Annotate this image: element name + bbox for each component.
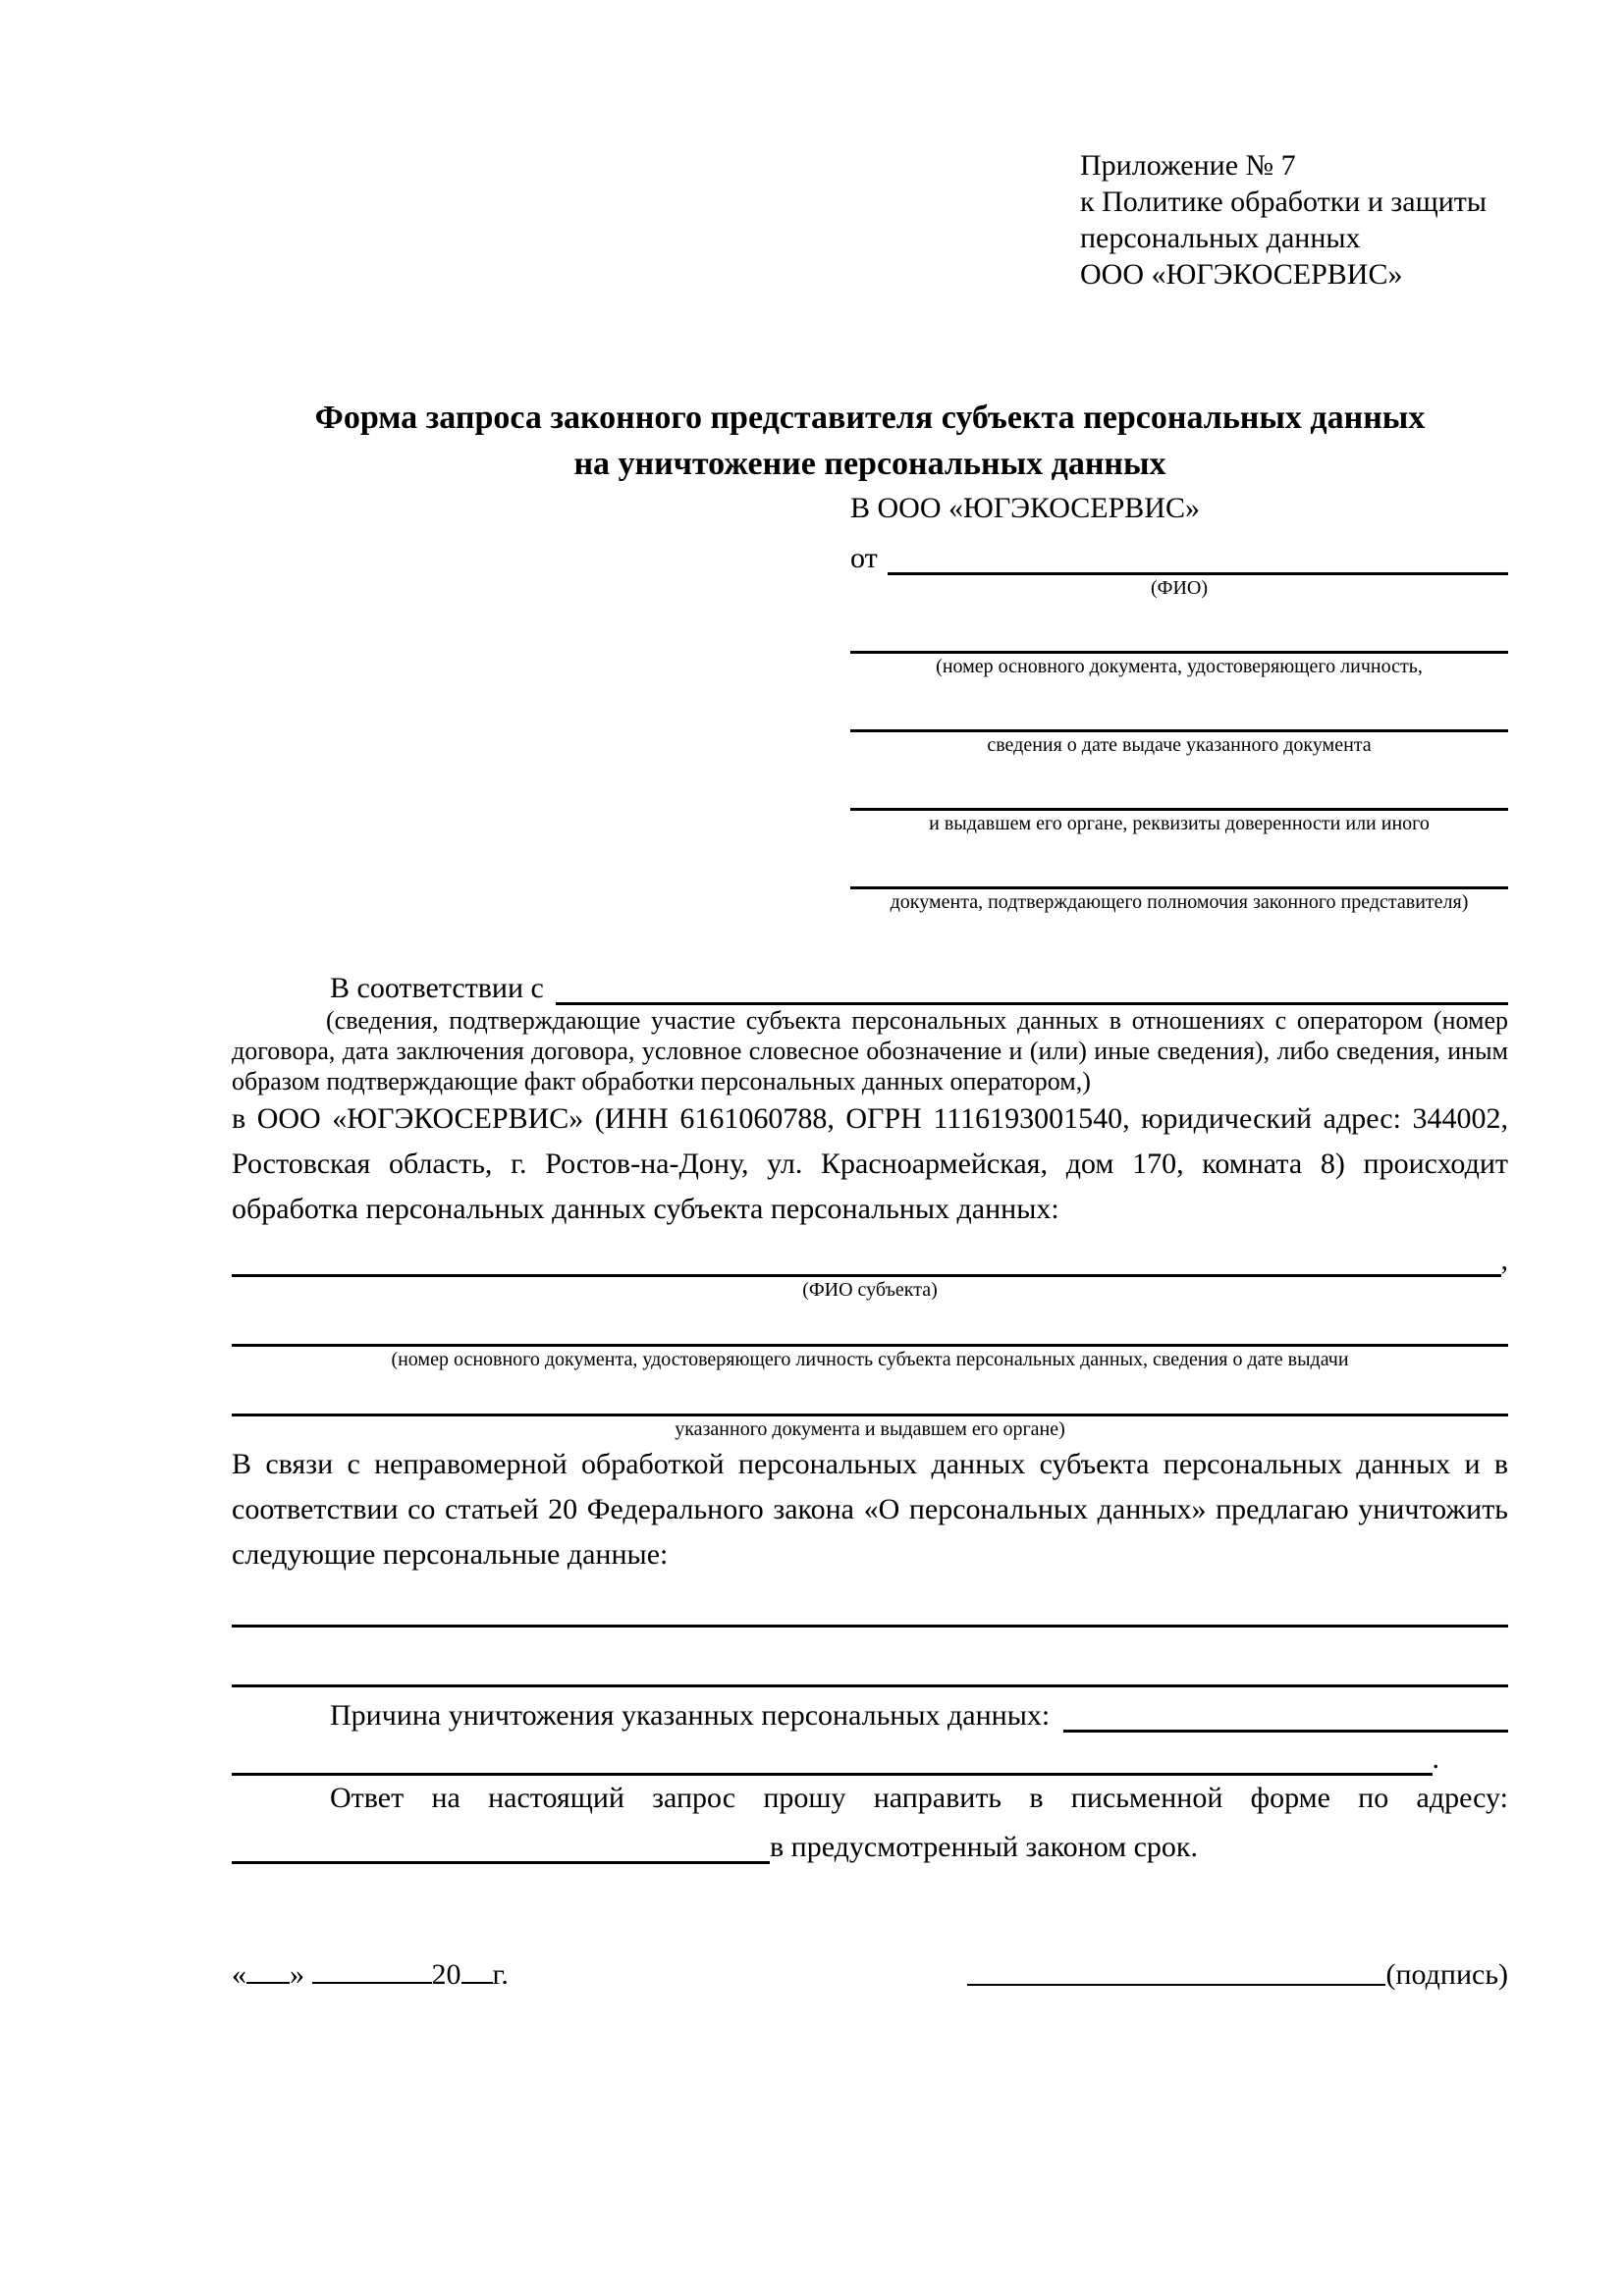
date-group [232, 1958, 509, 1992]
accordance-label: В соответствии с [330, 972, 544, 1004]
date-quote-close: » [290, 1958, 304, 1991]
form-title [232, 395, 1508, 487]
form-title-line1: Форма запроса законного представителя субъекта персональных данных [314, 400, 1426, 436]
annex-line: персональных данных [1080, 222, 1361, 254]
subject-fio-caption: (ФИО субъекта) [802, 1279, 938, 1301]
addressee-organization: В ООО «ЮГЭКОСЕРВИС» [850, 492, 1200, 524]
date-year-blank[interactable] [461, 1978, 493, 1984]
destruction-paragraph: В связи с неправомерной обработкой персональных данных субъекта персональных данных и в соответствии со статьей 20 Федерального закона «О персональных данных» предлагаю уничтожить следующие персональные данные: [232, 1448, 1508, 1571]
date-day-blank[interactable] [246, 1978, 290, 1984]
reason-period: . [1432, 1742, 1439, 1775]
representative-doc-date-line[interactable] [850, 692, 1508, 732]
subject-doc-line-2[interactable] [232, 1372, 1508, 1416]
fio-caption: (ФИО) [1150, 577, 1208, 599]
subject-doc-caption-2: указанного документа и выдавшем его органе) [675, 1418, 1065, 1440]
accordance-note: (сведения, подтверждающие участие субъекта персональных данных в отношениях с оператором (номер договора, дата заключения договора, условное словесное обозначение и (или) иные сведения), либо сведения, иным образом подтверждающие факт обработки персональных данных оператором,) [232, 1006, 1508, 1095]
signature-line[interactable] [967, 1980, 1385, 1986]
reason-continuation-row [232, 1733, 1508, 1776]
reason-line[interactable] [1063, 1730, 1508, 1733]
form-title-line2: на уничтожение персональных данных [573, 446, 1166, 482]
from-label: от [850, 542, 878, 574]
destroy-data-line-2[interactable] [232, 1643, 1508, 1687]
subject-fio-comma: , [1500, 1244, 1508, 1276]
representative-doc-number-line[interactable] [850, 614, 1508, 654]
answer-address-row [232, 1821, 1508, 1864]
date-month-blank[interactable] [312, 1978, 432, 1984]
accordance-row [232, 960, 1508, 1005]
answer-paragraph: Ответ на настоящий запрос прошу направить в письменной форме по адресу: [330, 1782, 1508, 1814]
signature-caption: (подпись) [1385, 1958, 1508, 1991]
subject-fio-row [232, 1232, 1508, 1277]
reason-label: Причина уничтожения указанных персональных данных: [330, 1699, 1051, 1732]
subject-doc-line-1[interactable] [232, 1303, 1508, 1347]
annex-line: Приложение № 7 [1080, 149, 1296, 182]
annex-line: к Политике обработки и защиты [1080, 186, 1488, 218]
from-row [850, 530, 1508, 575]
destroy-data-line-1[interactable] [232, 1583, 1508, 1628]
representative-authority-line[interactable] [850, 849, 1508, 889]
subject-doc-caption-1: (номер основного документа, удостоверяющего личность субъекта персональных данных, сведения о дате выдачи [391, 1349, 1349, 1370]
doc-date-caption: сведения о дате выдаче указанного документа [987, 734, 1372, 756]
footer-row [232, 1958, 1508, 1992]
annex-line: ООО «ЮГЭКОСЕРВИС» [1080, 258, 1403, 291]
doc-number-caption: (номер основного документа, удостоверяющего личность, [936, 656, 1423, 677]
annex-block [1080, 147, 1508, 293]
signature-group [967, 1958, 1508, 1992]
addressee-block [850, 487, 1508, 915]
address-line[interactable] [232, 1861, 770, 1864]
operator-paragraph: в ООО «ЮГЭКОСЕРВИС» (ИНН 6161060788, ОГРН 1116193001540, юридический адрес: 344002, Ростовская область, г. Ростов-на-Дону, ул. Красноармейская, дом 170, комната 8) происходит обработка персональных данных субъекта персональных данных: [232, 1102, 1508, 1225]
doc-organ-caption: и выдавшем его органе, реквизиты доверенности или иного [929, 813, 1430, 834]
date-year-suffix: г. [492, 1958, 509, 1991]
answer-tail: в предусмотренный законом срок. [770, 1831, 1198, 1863]
representative-doc-organ-line[interactable] [850, 771, 1508, 811]
date-quote-open: « [232, 1958, 246, 1991]
reason-row [232, 1687, 1508, 1733]
date-year-prefix: 20 [431, 1958, 461, 1991]
authority-caption: документа, подтверждающего полномочия законного представителя) [890, 891, 1469, 913]
